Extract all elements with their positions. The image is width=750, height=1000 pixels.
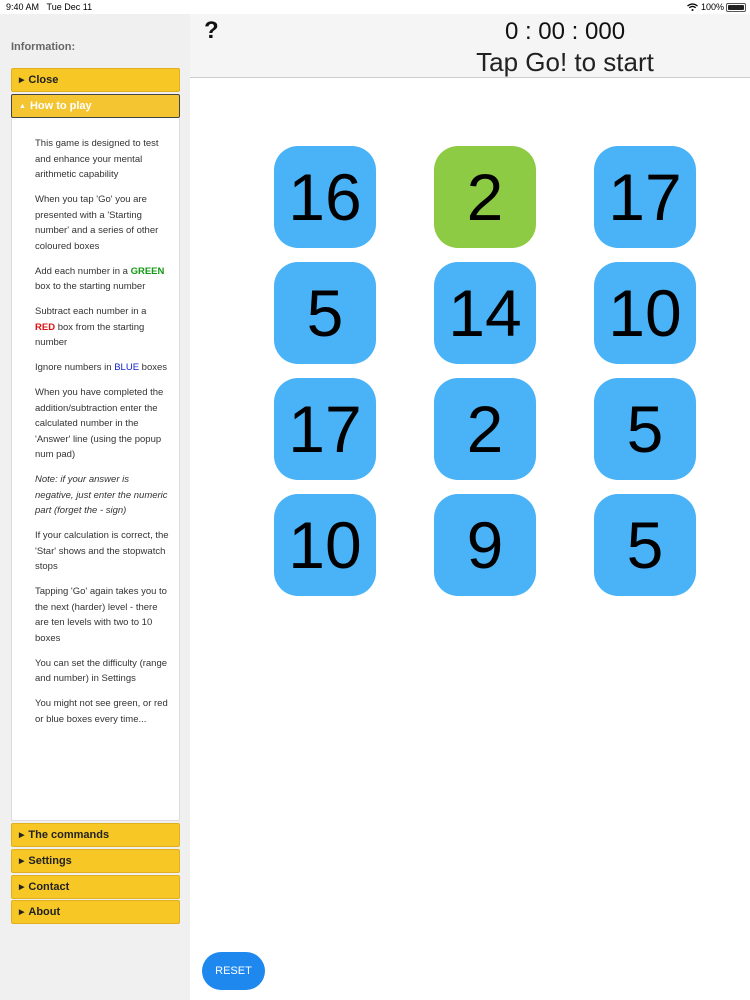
caret-right-icon: ▶ [19, 884, 25, 891]
red-keyword: RED [35, 321, 56, 333]
status-time: 9:40 AM [6, 2, 40, 12]
status-bar [0, 0, 750, 14]
accordion-how-to-play-label: How to play [29, 100, 92, 112]
number-tile: 16 [274, 146, 376, 248]
accordion-settings[interactable] [11, 849, 180, 873]
accordion-the-commands[interactable] [11, 823, 180, 847]
number-tile: 10 [594, 262, 696, 364]
status-indicators [687, 2, 724, 12]
game-header [190, 14, 750, 78]
number-tile: 10 [274, 494, 376, 596]
help-text: Add each number in a GREEN box to the starting number [35, 265, 165, 292]
caret-right-icon: ▶ [19, 858, 25, 865]
help-text: Tapping 'Go' again takes you to the next (harder) level - there are ten levels with two to 10 boxes [35, 586, 167, 644]
help-button[interactable]: ? [204, 17, 219, 44]
help-text: This game is designed to test and enhance your mental arithmetic capability [35, 138, 159, 180]
caret-right-icon: ▶ [19, 832, 25, 839]
stopwatch: 0 : 00 : 000 [504, 18, 626, 45]
help-text: You might not see green, or red or blue boxes every time... [35, 698, 168, 725]
help-text: You can set the difficulty (range and number) in Settings [35, 657, 168, 684]
reset-button[interactable]: RESET [202, 952, 265, 990]
number-tile: 17 [594, 146, 696, 248]
battery-icon [726, 3, 746, 12]
accordion-how-to-play[interactable] [11, 94, 180, 118]
number-tile: 14 [434, 262, 536, 364]
caret-right-icon: ▶ [19, 77, 25, 84]
help-note: Note: if your answer is negative, just enter the numeric part (forget the - sign) [35, 474, 168, 516]
caret-right-icon: ▶ [19, 909, 25, 916]
green-keyword: GREEN [130, 265, 165, 277]
accordion-settings-label: Settings [28, 855, 72, 867]
number-tile: 5 [274, 262, 376, 364]
number-tile: 2 [434, 378, 536, 480]
number-tile: 17 [274, 378, 376, 480]
help-text: Subtract each number in a RED box from the starting number [35, 306, 147, 348]
start-prompt: Tap Go! to start [476, 47, 654, 77]
battery-percent: 100% [700, 2, 724, 12]
accordion-contact-label: Contact [28, 881, 70, 893]
number-tile: 2 [434, 146, 536, 248]
caret-up-icon: ▲ [19, 103, 26, 110]
help-text: When you tap 'Go' you are presented with a 'Starting number' and a series of other coloured boxes [35, 194, 159, 252]
sidebar-title: Information: [11, 41, 76, 53]
how-to-play-panel [11, 118, 180, 821]
number-tile: 5 [594, 378, 696, 480]
number-tile: 9 [434, 494, 536, 596]
status-date: Tue Dec 11 [46, 2, 93, 12]
blue-keyword: BLUE [114, 362, 140, 373]
accordion-about-label: About [28, 906, 61, 918]
help-text: Ignore numbers in BLUE boxes [35, 362, 168, 373]
wifi-icon [687, 3, 698, 11]
number-tile: 5 [594, 494, 696, 596]
accordion-the-commands-label: The commands [28, 829, 110, 841]
status-time-date [6, 2, 92, 12]
accordion-contact[interactable] [11, 875, 180, 899]
accordion-close[interactable] [11, 68, 180, 92]
accordion-close-label: Close [28, 74, 59, 86]
accordion-about[interactable] [11, 900, 180, 924]
help-text: If your calculation is correct, the 'Star' shows and the stopwatch stops [35, 530, 169, 572]
help-text: When you have completed the addition/subtraction enter the calculated number in the 'Answer' line (using the popup num pad) [35, 387, 164, 460]
